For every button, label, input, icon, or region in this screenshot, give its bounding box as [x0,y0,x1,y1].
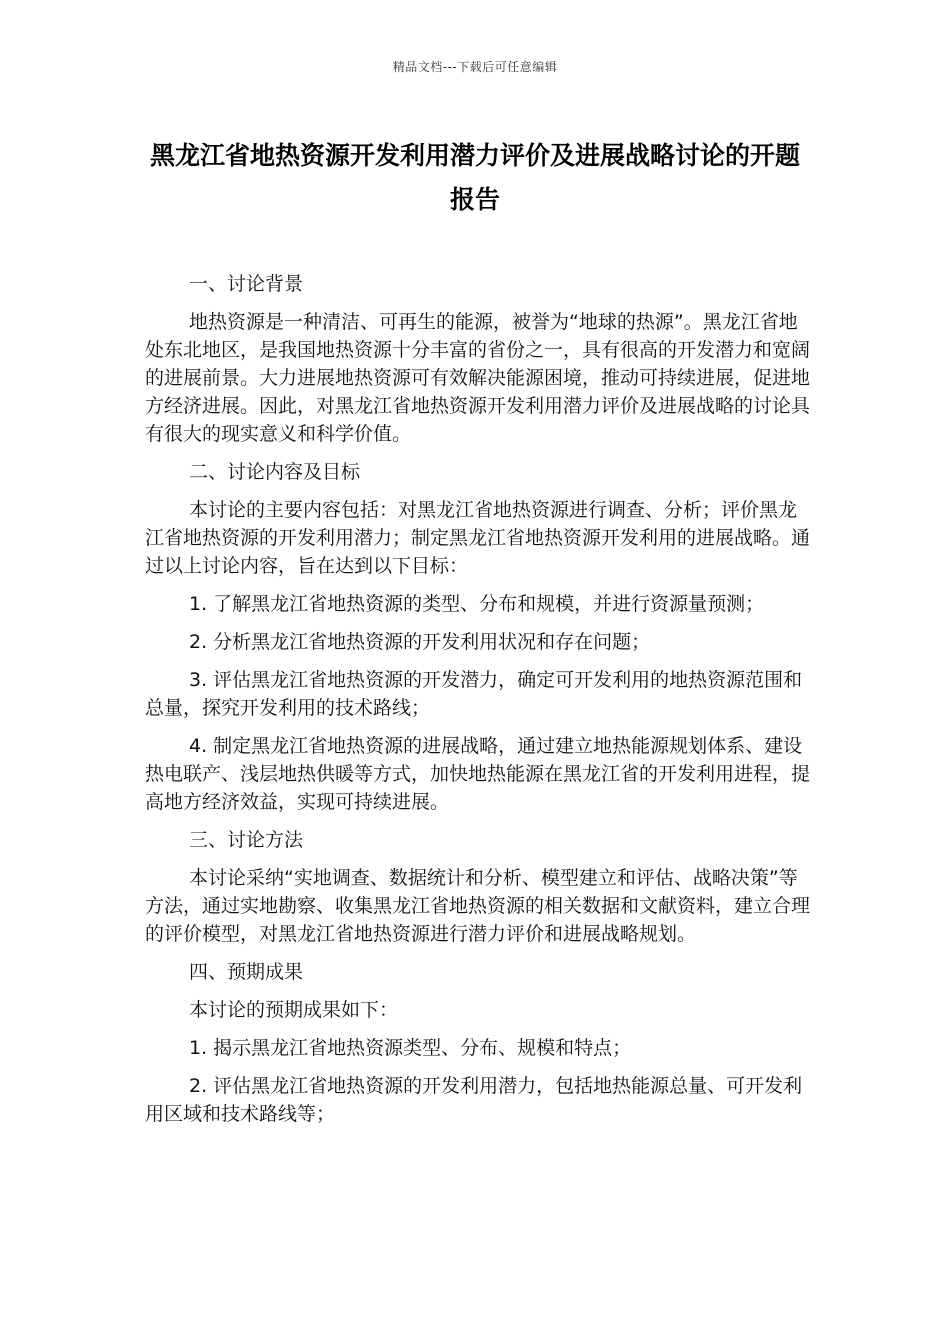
list-item-goal-2: 2. 分析黑龙江省地热资源的开发利用状况和存在问题； [189,631,651,653]
document-body [145,270,810,1138]
list-item-goal-3: 3. 评估黑龙江省地热资源的开发潜力，确定可开发利用的地热资源范围和总量，探究开发利用的技术路线； [145,669,803,719]
section-heading-expected-results: 四、预期成果 [189,961,304,983]
section-heading-content-goals: 二、讨论内容及目标 [189,461,361,483]
page-header-note: 精品文档---下载后可任意编辑 [392,60,558,74]
list-item-result-2: 2. 评估黑龙江省地热资源的开发利用潜力，包括地热能源总量、可开发利用区域和技术路线等； [145,1075,803,1125]
paragraph-background: 地热资源是一种清洁、可再生的能源，被誉为“地球的热源”。黑龙江省地处东北地区，是我国地热资源十分丰富的省份之一，具有很高的开发潜力和宽阔的进展前景。大力进展地热资源可有效解决能源困境，推动可持续进展，促进地方经济进展。因此，对黑龙江省地热资源开发利用潜力评价及进展战略的讨论具有很大的现实意义和科学价值。 [145,311,811,445]
paragraph-methods: 本讨论采纳“实地调查、数据统计和分析、模型建立和评估、战略决策”等方法，通过实地勘察、收集黑龙江省地热资源的相关数据和文献资料，建立合理的评价模型，对黑龙江省地热资源进行潜力评价和进展战略规划。 [145,867,811,945]
paragraph-content-intro: 本讨论的主要内容包括：对黑龙江省地热资源进行调查、分析；评价黑龙江省地热资源的开发利用潜力；制定黑龙江省地热资源开发利用的进展战略。通过以上讨论内容，旨在达到以下目标： [145,499,811,577]
section-heading-methods: 三、讨论方法 [189,829,304,851]
list-item-result-1: 1. 揭示黑龙江省地热资源类型、分布、规模和特点； [189,1037,632,1059]
document-title: 黑龙江省地热资源开发利用潜力评价及进展战略讨论的开题报告 [149,141,800,214]
paragraph-results-intro: 本讨论的预期成果如下： [189,999,399,1021]
list-item-goal-4: 4. 制定黑龙江省地热资源的进展战略，通过建立地热能源规划体系、建设热电联产、浅层地热供暖等方式，加快地热能源在黑龙江省的开发利用进程，提高地方经济效益，实现可持续进展。 [145,735,811,813]
section-heading-background: 一、讨论背景 [189,273,304,295]
list-item-goal-1: 1. 了解黑龙江省地热资源的类型、分布和规模，并进行资源量预测； [189,593,765,615]
